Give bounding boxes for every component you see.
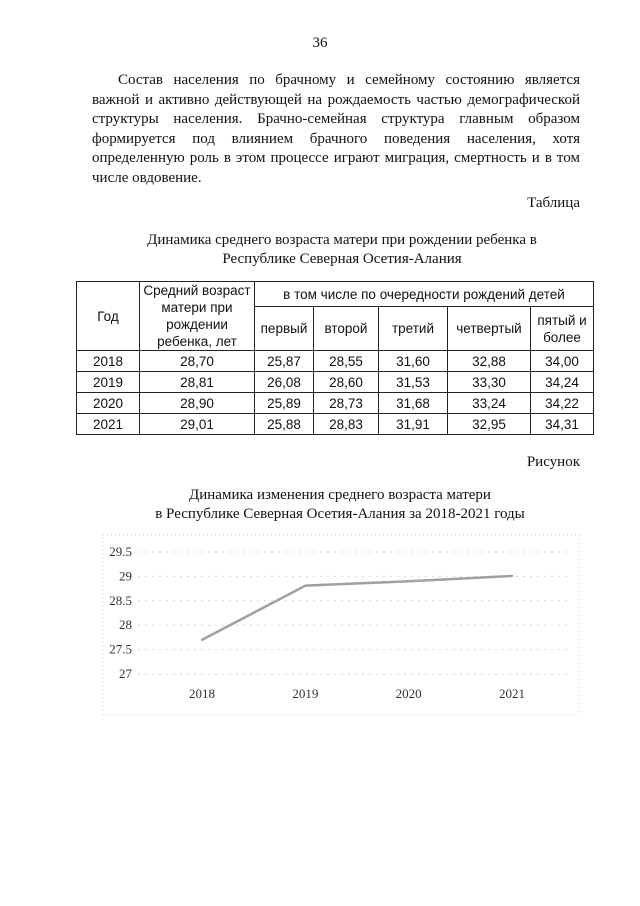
series-line: [202, 576, 512, 640]
cell-average: 28,90: [140, 393, 255, 414]
table-row: [77, 414, 594, 435]
y-tick-label: 29: [119, 568, 132, 584]
header-fourth: четвертый: [448, 307, 531, 351]
paragraph-line: числе овдовение.: [92, 169, 202, 186]
x-tick-label: 2020: [395, 686, 422, 701]
paragraph-line: формируется под влиянием брачного поведения населения, хотя: [92, 130, 580, 147]
x-tick-label: 2021: [499, 686, 525, 701]
cell-third: 31,53: [379, 372, 448, 393]
header-second: второй: [314, 307, 379, 351]
cell-third: 31,91: [379, 414, 448, 435]
cell-average: 29,01: [140, 414, 255, 435]
y-tick-label: 27: [119, 666, 132, 681]
table-title-line: Динамика среднего возраста матери при рождении ребенка в: [147, 232, 537, 248]
cell-fifth-plus: 34,00: [531, 351, 594, 372]
x-tick-label: 2018: [189, 686, 215, 701]
y-tick-label: 28: [119, 617, 132, 633]
cell-year: 2021: [77, 414, 140, 435]
body-paragraph: [92, 71, 580, 189]
cell-fourth: 33,24: [448, 393, 531, 414]
chart-title-line: в Республике Северная Осетия-Алания за 2018-2021 годы: [155, 506, 525, 522]
header-average-age: Средний возраст матери при рождении ребенка, лет: [140, 282, 255, 351]
header-third: третий: [379, 307, 448, 351]
chart-title: [100, 486, 580, 524]
paragraph-line: определенную роль в этом процессе играют миграция, смертность и в том: [92, 150, 580, 167]
cell-year: 2019: [77, 372, 140, 393]
table-title: [92, 231, 592, 269]
cell-year: 2020: [77, 393, 140, 414]
cell-second: 28,83: [314, 414, 379, 435]
paragraph-line: важной и активно действующей на рождаемость частью демографической: [92, 91, 580, 108]
cell-fifth-plus: 34,24: [531, 372, 594, 393]
cell-second: 28,55: [314, 351, 379, 372]
y-tick-label: 29.5: [109, 544, 132, 559]
table-title-line: Республике Северная Осетия-Алания: [222, 251, 462, 267]
cell-fourth: 32,95: [448, 414, 531, 435]
cell-first: 25,88: [255, 414, 314, 435]
age-table: [76, 281, 594, 435]
y-tick-label: 28.5: [109, 592, 132, 608]
age-line-chart: [102, 534, 580, 716]
data-point: [407, 580, 409, 582]
cell-first: 25,89: [255, 393, 314, 414]
data-point: [511, 575, 513, 577]
paragraph-line: Состав населения по брачному и семейному состоянию является: [118, 72, 580, 88]
cell-average: 28,70: [140, 351, 255, 372]
cell-fourth: 32,88: [448, 351, 531, 372]
data-point: [201, 639, 203, 641]
cell-first: 25,87: [255, 351, 314, 372]
cell-third: 31,68: [379, 393, 448, 414]
y-tick-label: 27.5: [109, 641, 132, 657]
figure-label: Рисунок: [526, 454, 580, 470]
cell-fifth-plus: 34,31: [531, 414, 594, 435]
table-row: [77, 351, 594, 372]
x-tick-label: 2019: [292, 686, 319, 701]
header-birth-order-group: в том числе по очередности рождений детей: [255, 282, 594, 307]
paragraph-line: структуры населения. Брачно-семейная структура главным образом: [92, 111, 580, 128]
page-number: 36: [312, 35, 328, 51]
table-row: [77, 393, 594, 414]
data-point: [304, 584, 306, 586]
cell-first: 26,08: [255, 372, 314, 393]
cell-second: 28,60: [314, 372, 379, 393]
table-label: Таблица: [527, 195, 580, 211]
header-fifth-plus: пятый и более: [531, 307, 594, 351]
table-row: [77, 372, 594, 393]
cell-fourth: 33,30: [448, 372, 531, 393]
cell-third: 31,60: [379, 351, 448, 372]
cell-average: 28,81: [140, 372, 255, 393]
header-first: первый: [255, 307, 314, 351]
chart-title-line: Динамика изменения среднего возраста матери: [189, 487, 491, 503]
header-year: Год: [77, 282, 140, 351]
cell-fifth-plus: 34,22: [531, 393, 594, 414]
cell-second: 28,73: [314, 393, 379, 414]
cell-year: 2018: [77, 351, 140, 372]
